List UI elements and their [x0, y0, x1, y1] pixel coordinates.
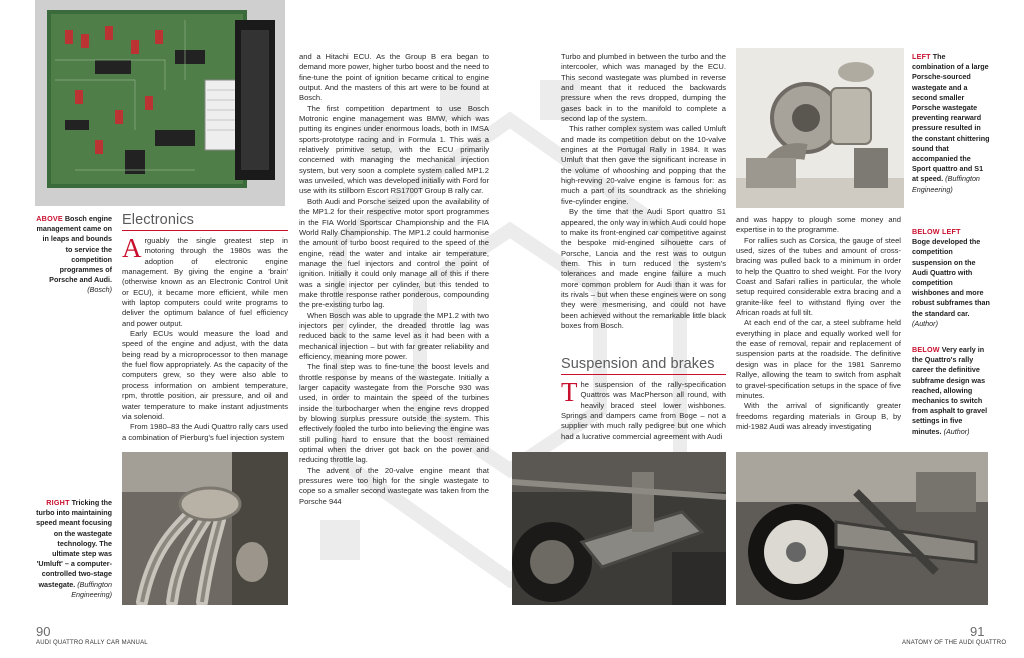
caption-credit: (Buffington Engineering)	[912, 174, 980, 194]
caption-text: Very early in the Quattro's rally career the definitive subframe design was reached, allowing mechanics to switch from asphalt to gravel settings in five minutes.	[912, 345, 988, 436]
paragraph: The suspension of the rally-specification Quattros was MacPherson all round, with heavily braced steel lower wishbones. Springs and dampers came from Boge – not a supplier with much rally pedigree but one which had a lucrative commercial agreement with Audi	[561, 377, 726, 441]
caption-credit: (Author)	[943, 426, 970, 436]
left-column-2	[299, 52, 489, 507]
footer-left: AUDI QUATTRO RALLY CAR MANUAL	[36, 640, 148, 646]
paragraph: Early ECUs would measure the load and speed of the engine and adjust, with the data being read by a microprocessor to then manage the fuel flow appropriately. As the capacity of the computers grew, so they were also able to process information on ambient temperature, rpm, throttle position, air pressure, and oil and water temperature to make instant adjustments via solenoid.	[122, 329, 288, 421]
drop-cap: T	[561, 377, 578, 407]
drop-cap: A	[122, 233, 142, 263]
caption-label: RIGHT	[46, 498, 70, 507]
paragraph: and a Hitachi ECU. As the Group B era began to demand more power, higher turbo boost and the need to fine-tune the point of ignition became critical to engine output. And the masters of this art were to be found at Bosch.	[299, 52, 489, 103]
caption-label: LEFT	[912, 52, 931, 61]
caption-credit: (Buffington Engineering)	[71, 579, 112, 599]
turbo-caption	[912, 52, 990, 195]
caption-text: Tricking the turbo into maintaining speed meant focusing on the wastegate technology. The ultimate step was 'Umluft' – a computer-controlled two-stage wastegate.	[36, 498, 112, 589]
caption-text: Bosch engine management came on in leaps and bounds to service the competition programmes of Porsche and Audi.	[36, 214, 112, 285]
right-column-1b	[561, 377, 726, 442]
subframe-caption	[912, 345, 990, 437]
electronics-heading: Electronics	[122, 212, 288, 231]
right-column-1	[561, 52, 726, 331]
right-column-2	[736, 215, 901, 432]
paragraph: Both Audi and Porsche seized upon the availability of the MP1.2 for their respective motor sport programmes in the FIA World Sportscar Championship and the FIA World Rally Championship. The MP1.2 could harmonise the amount of turbo boost required to the speed of the engine, read the water and intake air temperature, manage the fuel injectors and control the point of ignition. Initially it could only manage all of this if there was a single injector per cylinder, but this tended to make throttle response rather ponderous, compounding the pre-existing turbo lag.	[299, 196, 489, 310]
caption-label: ABOVE	[36, 214, 63, 223]
suspension-wishbone-photo	[512, 452, 726, 605]
paragraph: With the arrival of significantly greater freedoms regarding materials in Group B, by mid-1982 Audi was already investigating	[736, 401, 901, 431]
paragraph: Turbo and plumbed in between the turbo and the intercooler, which was managed by the ECU. This second wastegate was plumbed in reverse and meant that it reduced the backwards pressure when the revs dropped, dumping the gases back in to the manifold to complete a second lap of the system.	[561, 52, 726, 124]
wishbone-caption	[912, 227, 990, 329]
page-number-right: 91	[970, 624, 985, 639]
paragraph: and was happy to plough some money and expertise in to the programme.	[736, 215, 901, 235]
paragraph: At each end of the car, a steel subframe held everything in place and equally worked well for the ease of removal, repair and replacement of suspension parts at the roadside. The definitive design was in place for the 1981 Sanremo Rallye, allowing the team to switch from asphalt to gravel-specification setups in the space of five minutes.	[736, 318, 901, 400]
ecu-caption	[36, 214, 112, 296]
paragraph: The advent of the 20-valve engine meant that pressures were too high for the single wastegate to cope so a smaller second wastegate was taken from the Porsche 944	[299, 465, 489, 506]
turbo-wastegate-photo	[736, 48, 904, 208]
exhaust-manifold-photo	[122, 452, 288, 605]
paragraph: Arguably the single greatest step in motoring through the 1980s was the adoption of electronic engine management. By giving the engine a 'brain' (otherwise known as an Electronic Control Unit or ECU), it became more efficient, while men with laptop computers could write programs to deliver the optimum balance of fuel efficiency and power output.	[122, 233, 288, 328]
footer-right: ANATOMY OF THE AUDI QUATTRO	[902, 640, 1007, 646]
paragraph: By the time that the Audi Sport quattro S1 appeared, the only way in which Audi could hope to make its front-engined car competitive against the bespoke mid-engined silhouette cars of Porsche, Lancia and the rest was to outgun them. This in turn reduced the system's tolerances and made engine failure a much more common problem for Audi than it was for its rivals – but when these engines were on song they were mesmerising, and could not have been achieved without the remarkable little black boxes from Bosch.	[561, 207, 726, 330]
caption-credit: (Author)	[912, 318, 938, 328]
caption-text: The combination of a large Porsche-sourced wastegate and a second smaller Porsche wastegate preventing rearward pressure resulted in the constant chittering sound that accompanied the Sport quattro and S1 at speed.	[912, 52, 990, 184]
caption-label: BELOW LEFT	[912, 227, 961, 236]
caption-text: Boge developed the competition suspension on the Audi Quattro with competition wishbones and more robust subframes than the standard car.	[912, 237, 990, 318]
caption-label: BELOW	[912, 345, 940, 354]
paragraph: When Bosch was able to upgrade the MP1.2 with two injectors per cylinder, the dreaded throttle lag was reduced back to the same level as it had been with a mechanical injection – but with far greater reliability and efficiency, meaning more power.	[299, 310, 489, 361]
paragraph: For rallies such as Corsica, the gauge of steel used, sizes of the tubes and amount of cross-bracing was pulled back to a minimum in order to help the Quattro to shed weight. For the Ivory Coast and Safari rallies in particular, the whole setup required considerable extra bracing and a granite-like feel to withstand flying over the African roads at full tilt.	[736, 235, 901, 318]
caption-credit: (Bosch)	[87, 285, 112, 295]
paragraph: From 1980–83 the Audi Quattro rally cars used a combination of Pierburg's fuel injection system	[122, 422, 288, 442]
subframe-photo	[736, 452, 988, 605]
suspension-heading: Suspension and brakes	[561, 356, 726, 375]
paragraph: This rather complex system was called Umluft and made its competition debut on the 10-valve engines at the Portugal Rally in 1984. It was Umluft that then gave the significant increase in the volume of whooshing and popping that the high-revving 20-valve engine is famous for: as much a part of its soundtrack as the shrieking five-cylinder engine.	[561, 124, 726, 206]
ecu-photo	[35, 0, 285, 206]
manifold-caption	[36, 498, 112, 600]
left-column-1	[122, 233, 288, 443]
paragraph: The final step was to fine-tune the boost levels and throttle response by means of the wastegate. Initially a larger capacity wastegate from the Porsche 930 was used, in order to maintain the speed of the turbines inside the turbocharger when the engine revs dropped by blowing surplus pressure outside the system. This effectively fooled the turbo into believing the engine was still pulling hard to ensure that the boost remained optimal when the driver got back on the power and reducing throttle lag.	[299, 362, 489, 465]
page-number-left: 90	[36, 624, 51, 639]
paragraph: The first competition department to use Bosch Motronic engine management was BMW, which was putting its engines under enormous loads, both in IMSA sports-prototype racing and in Formula 1. This was a relatively primitive setup, with the ECU primarily concerned with managing the mechanical injection system, but very soon a complete system called MP1.2 was unveiled, which was developed initially with Ford for use with its stillborn Escort RS1700T Group B rally car.	[299, 103, 489, 196]
